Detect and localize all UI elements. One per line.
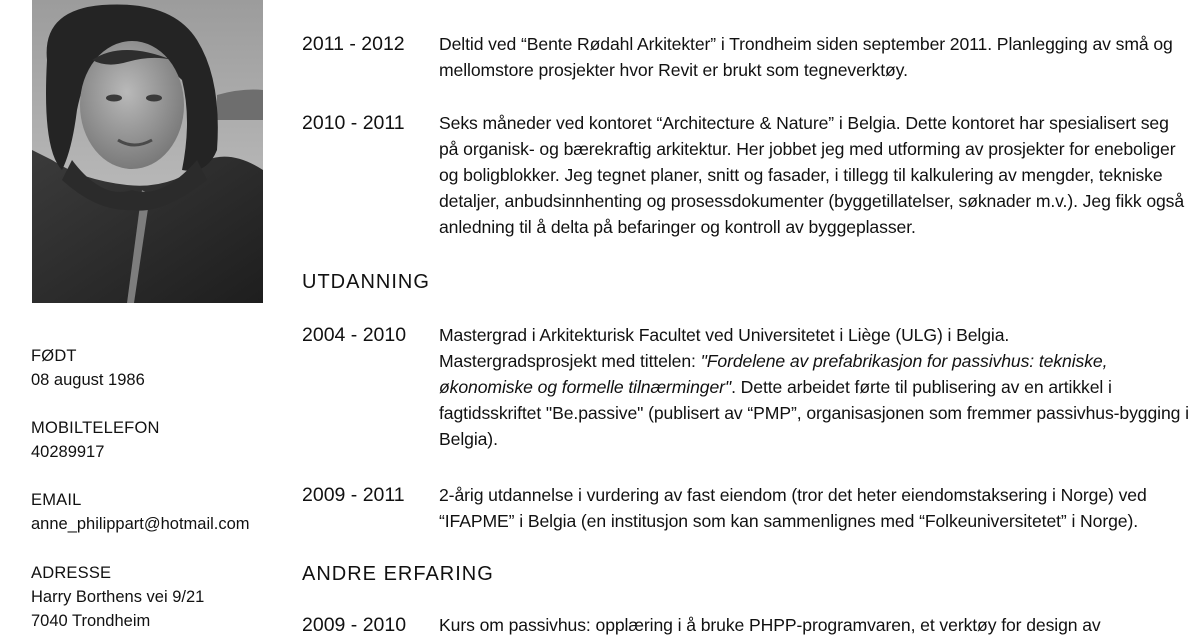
section-heading-other-experience: ANDRE ERFARING bbox=[302, 563, 494, 585]
entry-text: Kurs om passivhus: opplæring i å bruke PHPP-programvaren, et verktøy for design av bbox=[439, 615, 1101, 635]
section-heading-education: UTDANNING bbox=[302, 271, 430, 293]
entry-years: 2011 - 2012 bbox=[302, 33, 405, 55]
portrait-photo bbox=[32, 0, 263, 303]
entry-years: 2009 - 2011 bbox=[302, 484, 405, 506]
entry-text-post: . Dette arbeidet førte til publisering av en artikkel i fagtidsskriftet "Be.passive" (publisert av “PMP”, organisasjonen som fremmer passivhus-bygging i Belgia). bbox=[439, 377, 1189, 449]
address-line-2: 7040 Trondheim bbox=[31, 612, 151, 630]
entry-text-line-1: Mastergrad i Arkitekturisk Facultet ved Universitetet i Liège (ULG) i Belgia. bbox=[439, 325, 1010, 345]
phone-label: MOBILTELEFON bbox=[31, 419, 160, 437]
entry-text: Seks måneder ved kontoret “Architecture & Nature” i Belgia. Dette kontoret har spesialisert seg på organisk- og bærekraftig arkitektur. Her jobbet jeg med utforming av prosjekter for eneboliger og boligblokker. Jeg tegnet planer, snitt og fasader, i tillegg til kalkulering av mengder, tekniske detaljer, anbudsinnhenting og prosessdokumenter (byggetillatelser, søknader m.v.). Jeg fikk også anledning til å delta på befaringer og kontroll av byggeplasser. bbox=[439, 113, 1185, 237]
email-label: EMAIL bbox=[31, 491, 82, 509]
email-value: anne_philippart@hotmail.com bbox=[31, 515, 250, 533]
entry-text-body bbox=[439, 348, 1191, 452]
entry-years: 2009 - 2010 bbox=[302, 614, 407, 636]
entry-text: Deltid ved “Bente Rødahl Arkitekter” i Trondheim siden september 2011. Planlegging av små og mellomstore prosjekter hvor Revit er brukt som tegneverktøy. bbox=[439, 34, 1173, 80]
phone-value: 40289917 bbox=[31, 443, 105, 461]
born-label: FØDT bbox=[31, 347, 77, 365]
entry-text-pre: Mastergradsprosjekt med tittelen: bbox=[439, 351, 701, 371]
address-line-1: Harry Borthens vei 9/21 bbox=[31, 588, 205, 606]
entry-text: 2-årig utdannelse i vurdering av fast eiendom (tror det heter eiendomstaksering i Norge) ved “IFAPME” i Belgia (en institusjon som kan sammenlignes med “Folkeuniversitetet” i Norge). bbox=[439, 485, 1147, 531]
born-value: 08 august 1986 bbox=[31, 371, 145, 389]
thesis-title: "Fordelene av prefabrikasjon for passivhus: tekniske, økonomiske og formelle tilnærminger" bbox=[439, 351, 1108, 397]
portrait-image bbox=[32, 0, 263, 303]
entry-years: 2010 - 2011 bbox=[302, 112, 405, 134]
entry-years: 2004 - 2010 bbox=[302, 324, 407, 346]
address-label: ADRESSE bbox=[31, 564, 112, 582]
entry-text bbox=[439, 322, 1191, 452]
